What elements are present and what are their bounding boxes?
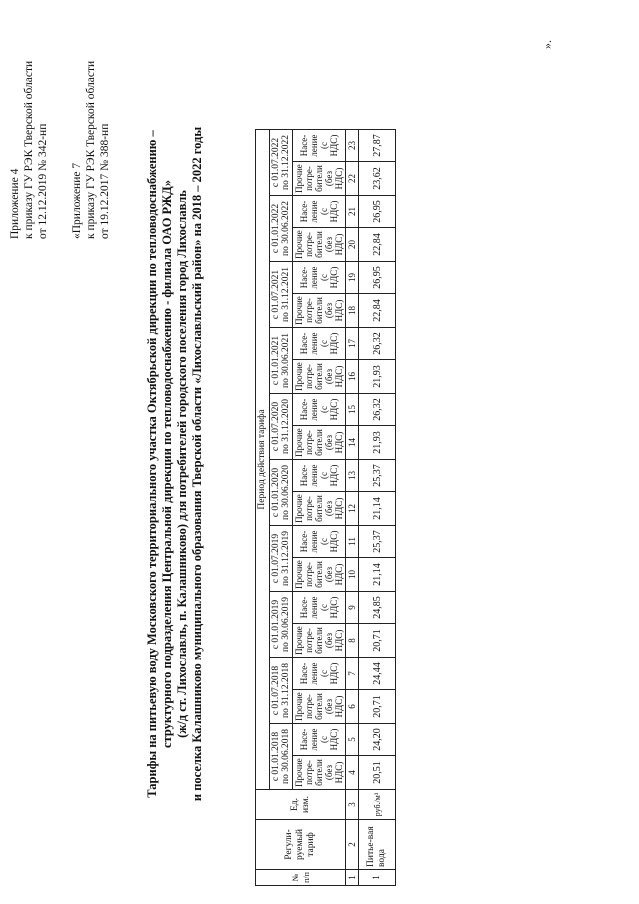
- table-row: [359, 130, 396, 886]
- subheader-other-consumers: Прочие потре-бители (без НДС): [293, 162, 346, 196]
- subheader-other-consumers: Прочие потре-бители (без НДС): [293, 558, 346, 592]
- header-unit: Ед. изм.: [256, 790, 346, 820]
- period-header: с 01.07.2019 по 31.12.2019: [270, 526, 293, 592]
- column-number: 12: [346, 492, 359, 526]
- tariff-value-cell: 22,84: [359, 294, 396, 328]
- tariff-value-cell: 21,14: [359, 558, 396, 592]
- subheader-other-consumers: Прочие потре-бители (без НДС): [293, 492, 346, 526]
- column-number: 11: [346, 526, 359, 558]
- subheader-row: [293, 130, 346, 886]
- tariff-value-cell: 20,71: [359, 624, 396, 658]
- annex-4-reference: [8, 9, 50, 239]
- tariff-value-cell: 21,14: [359, 492, 396, 526]
- column-number: 13: [346, 460, 359, 492]
- period-header: с 01.07.2018 по 31.12.2018: [270, 658, 293, 724]
- subheader-population: Насе-ление (с НДС): [293, 130, 346, 162]
- annex-7-line: «Приложение 7: [71, 162, 83, 239]
- subheader-population: Насе-ление (с НДС): [293, 196, 346, 228]
- column-number: 22: [346, 162, 359, 196]
- document-title: [145, 64, 205, 864]
- period-header: с 01.01.2020 по 30.06.2020: [270, 460, 293, 526]
- title-line: Тарифы на питьевую воду Московского территориального участка Октябрьской дирекции по тепловодоснабжению –: [145, 130, 159, 798]
- subheader-other-consumers: Прочие потре-бители (без НДС): [293, 624, 346, 658]
- period-header: с 01.07.2020 по 31.12.2020: [270, 394, 293, 460]
- header-tariff: Регули-руемый тариф: [256, 820, 346, 870]
- column-number: 14: [346, 426, 359, 460]
- column-number: 20: [346, 228, 359, 262]
- column-number: 17: [346, 328, 359, 360]
- closing-mark: ».: [540, 40, 554, 49]
- column-number: 23: [346, 130, 359, 162]
- title-line: структурного подразделения Центральной дирекции по тепловодоснабжению - филиала ОАО РЖД»: [160, 180, 174, 748]
- tariff-value-cell: 24,20: [359, 724, 396, 756]
- row-unit: руб./м³: [359, 790, 396, 820]
- subheader-population: Насе-ление (с НДС): [293, 460, 346, 492]
- subheader-population: Насе-ление (с НДС): [293, 526, 346, 558]
- period-header: с 01.07.2022 по 31.12.2022: [270, 130, 293, 196]
- annex-4-line: к приказу ГУ РЭК Тверской области: [23, 60, 35, 239]
- subheader-other-consumers: Прочие потре-бители (без НДС): [293, 228, 346, 262]
- tariff-table: [255, 129, 396, 886]
- column-number: 7: [346, 658, 359, 690]
- column-number: 6: [346, 690, 359, 724]
- period-header: с 01.01.2019 по 30.06.2019: [270, 592, 293, 658]
- subheader-population: Насе-ление (с НДС): [293, 262, 346, 294]
- tariff-value-cell: 26,32: [359, 328, 396, 360]
- title-line: и поселка Калашниково муниципального образования Тверской области «Лихославльский район» на 2018 – 2022 годы: [190, 126, 204, 802]
- tariff-value-cell: 22,84: [359, 228, 396, 262]
- tariff-value-cell: 25,37: [359, 526, 396, 558]
- period-header: с 01.01.2018 по 30.06.2018: [270, 724, 293, 790]
- column-number-row: [346, 130, 359, 886]
- header-period: Период действия тарифа: [256, 130, 270, 790]
- column-number: 19: [346, 262, 359, 294]
- subheader-population: Насе-ление (с НДС): [293, 328, 346, 360]
- period-header: с 01.07.2021 по 31.12.2021: [270, 262, 293, 328]
- period-row: [270, 130, 293, 886]
- tariff-value-cell: 24,44: [359, 658, 396, 690]
- tariff-value-cell: 20,71: [359, 690, 396, 724]
- annex-4-line: Приложение 4: [9, 168, 21, 239]
- column-number: 1: [346, 870, 359, 886]
- title-line: (ж/д ст. Лихославль, п. Калашниково) для потребителей городского поселения город Лихославль: [175, 190, 189, 738]
- column-number: 2: [346, 820, 359, 870]
- tariff-value-cell: 21,93: [359, 426, 396, 460]
- column-number: 8: [346, 624, 359, 658]
- subheader-other-consumers: Прочие потре-бители (без НДС): [293, 426, 346, 460]
- period-header: с 01.01.2022 по 30.06.2022: [270, 196, 293, 262]
- subheader-population: Насе-ление (с НДС): [293, 724, 346, 756]
- column-number: 18: [346, 294, 359, 328]
- annex-4-line: от 12.12.2019 № 342-нп: [37, 123, 49, 239]
- tariff-value-cell: 26,95: [359, 196, 396, 228]
- row-no: 1: [359, 870, 396, 886]
- tariff-value-cell: 26,95: [359, 262, 396, 294]
- subheader-other-consumers: Прочие потре-бители (без НДС): [293, 360, 346, 394]
- column-number: 4: [346, 756, 359, 790]
- subheader-other-consumers: Прочие потре-бители (без НДС): [293, 756, 346, 790]
- tariff-value-cell: 25,37: [359, 460, 396, 492]
- subheader-population: Насе-ление (с НДС): [293, 394, 346, 426]
- tariff-value-cell: 27,87: [359, 130, 396, 162]
- tariff-value-cell: 26,32: [359, 394, 396, 426]
- subheader-other-consumers: Прочие потре-бители (без НДС): [293, 294, 346, 328]
- annex-7-reference: [70, 9, 112, 239]
- subheader-population: Насе-ление (с НДС): [293, 658, 346, 690]
- period-header: с 01.01.2021 по 30.06.2021: [270, 328, 293, 394]
- annex-7-line: к приказу ГУ РЭК Тверской области: [85, 60, 97, 239]
- tariff-value-cell: 23,62: [359, 162, 396, 196]
- tariff-value-cell: 21,93: [359, 360, 396, 394]
- subheader-population: Насе-ление (с НДС): [293, 592, 346, 624]
- annex-7-line: от 19.12.2017 № 388-нп: [99, 123, 111, 239]
- column-number: 3: [346, 790, 359, 820]
- tariff-value-cell: 24,85: [359, 592, 396, 624]
- header-no: № п/п: [256, 870, 346, 886]
- tariff-value-cell: 20,51: [359, 756, 396, 790]
- column-number: 9: [346, 592, 359, 624]
- row-tariff: Питье-вая вода: [359, 820, 396, 870]
- subheader-other-consumers: Прочие потре-бители (без НДС): [293, 690, 346, 724]
- column-number: 21: [346, 196, 359, 228]
- column-number: 5: [346, 724, 359, 756]
- column-number: 16: [346, 360, 359, 394]
- column-number: 10: [346, 558, 359, 592]
- column-number: 15: [346, 394, 359, 426]
